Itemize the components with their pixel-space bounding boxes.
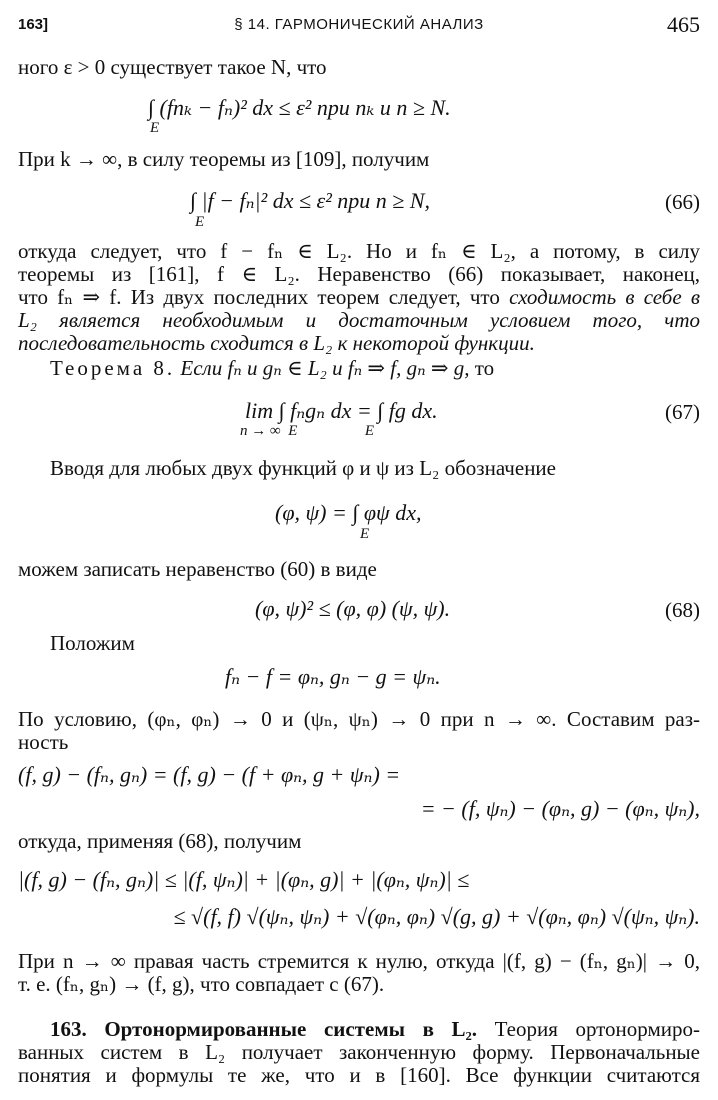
- equation-68-number: (68): [665, 598, 700, 622]
- paragraph-1-line-3-italic: сходимость в себе в: [509, 285, 701, 309]
- equation-66: ∫ |f − fₙ|² dx ≤ ε² при n ≥ N,: [190, 188, 431, 213]
- text-line-1: ного ε > 0 существует такое N, что: [18, 55, 327, 79]
- theorem-8: [18, 357, 700, 380]
- text-line-2: При k → ∞, в силу теоремы из [109], получим: [18, 147, 430, 171]
- equation-a: ∫ (fnₖ − fₙ)² dx ≤ ε² при nₖ и n ≥ N.: [148, 95, 451, 120]
- paragraph-1-line-3-start: что fₙ ⇒ f. Из двух последних теорем следует, что: [18, 285, 500, 309]
- section-163-title: 163. Ортонормированные системы в L₂.: [50, 1017, 478, 1041]
- equation-d-line-1: (f, g) − (fₙ, gₙ) = (f, g) − (f + φₙ, g + ψₙ) =: [18, 762, 401, 787]
- paragraph-1-line-1: откуда следует, что f − fₙ ∈ L₂. Но и fₙ ∈ L₂, а потому, в силу: [18, 239, 700, 263]
- paragraph-1-line-2: теоремы из [161], f ∈ L₂. Неравенство (66) показывает, наконец,: [18, 262, 700, 286]
- section-163-line-3: понятия и формулы те же, что и в [160]. Все функции считаются: [18, 1063, 700, 1087]
- text-line-3: Вводя для любых двух функций φ и ψ из L₂ обозначение: [50, 456, 556, 480]
- paragraph-3-line-2: т. е. (fₙ, gₙ) → (f, g), что совпадает с (67).: [18, 972, 385, 996]
- paragraph-1-line-5: последовательность сходится в L₂ к некоторой функции.: [18, 331, 535, 355]
- header-title: § 14. ГАРМОНИЧЕСКИЙ АНАЛИЗ: [234, 16, 484, 33]
- equation-67-subscript: n → ∞ E E: [240, 423, 375, 439]
- equation-66-subscript: E: [195, 214, 205, 230]
- equation-67-number: (67): [665, 400, 700, 424]
- paragraph-1-line-4: L₂ является необходимым и достаточным условием того, что: [18, 308, 700, 332]
- theorem-statement: Если fₙ и gₙ ∈ L₂ и fₙ ⇒ f, gₙ ⇒ g,: [180, 356, 470, 380]
- text-line-4: можем записать неравенство (60) в виде: [18, 557, 377, 581]
- running-header: [18, 12, 700, 38]
- theorem-label: Теорема 8.: [50, 356, 176, 380]
- text-line-5: Положим: [50, 631, 135, 655]
- equation-e-line-1: |(f, g) − (fₙ, gₙ)| ≤ |(f, ψₙ)| + |(φₙ, g)| + |(φₙ, ψₙ)| ≤: [18, 867, 470, 892]
- equation-a-subscript: E: [150, 120, 160, 136]
- equation-67: lim ∫ fₙgₙ dx = ∫ fg dx.: [245, 398, 438, 423]
- paragraph-3-line-1: При n → ∞ правая часть стремится к нулю, откуда |(f, g) − (fₙ, gₙ)| → 0,: [18, 949, 700, 973]
- equation-e-line-2: ≤ √(f, f) √(ψₙ, ψₙ) + √(φₙ, φₙ) √(g, g) + √(φₙ, φₙ) √(ψₙ, ψₙ).: [173, 904, 700, 929]
- paragraph-2-line-1: По условию, (φₙ, φₙ) → 0 и (ψₙ, ψₙ) → 0 при n → ∞. Составим раз-: [18, 707, 700, 731]
- page-number: 465: [667, 12, 700, 37]
- section-163-line-1: [18, 1018, 700, 1041]
- paragraph-2-line-2: ность: [18, 730, 69, 754]
- header-section-ref: 163]: [18, 16, 49, 33]
- equation-68: (φ, ψ)² ≤ (φ, φ) (ψ, ψ).: [255, 596, 451, 621]
- section-163-text-start: Теория ортонормиро-: [494, 1017, 701, 1041]
- equation-b-subscript: E: [360, 526, 370, 542]
- equation-66-number: (66): [665, 190, 700, 214]
- paragraph-1-line-3: [18, 286, 700, 309]
- equation-d-line-2: = − (f, ψₙ) − (φₙ, g) − (φₙ, ψₙ),: [420, 796, 700, 821]
- text-line-6: откуда, применяя (68), получим: [18, 829, 302, 853]
- section-163-line-2: ванных систем в L₂ получает законченную форму. Первоначальные: [18, 1040, 700, 1064]
- equation-b: (φ, ψ) = ∫ φψ dx,: [275, 500, 422, 525]
- equation-c: fₙ − f = φₙ, gₙ − g = ψₙ.: [225, 664, 441, 689]
- theorem-to: то: [474, 356, 495, 380]
